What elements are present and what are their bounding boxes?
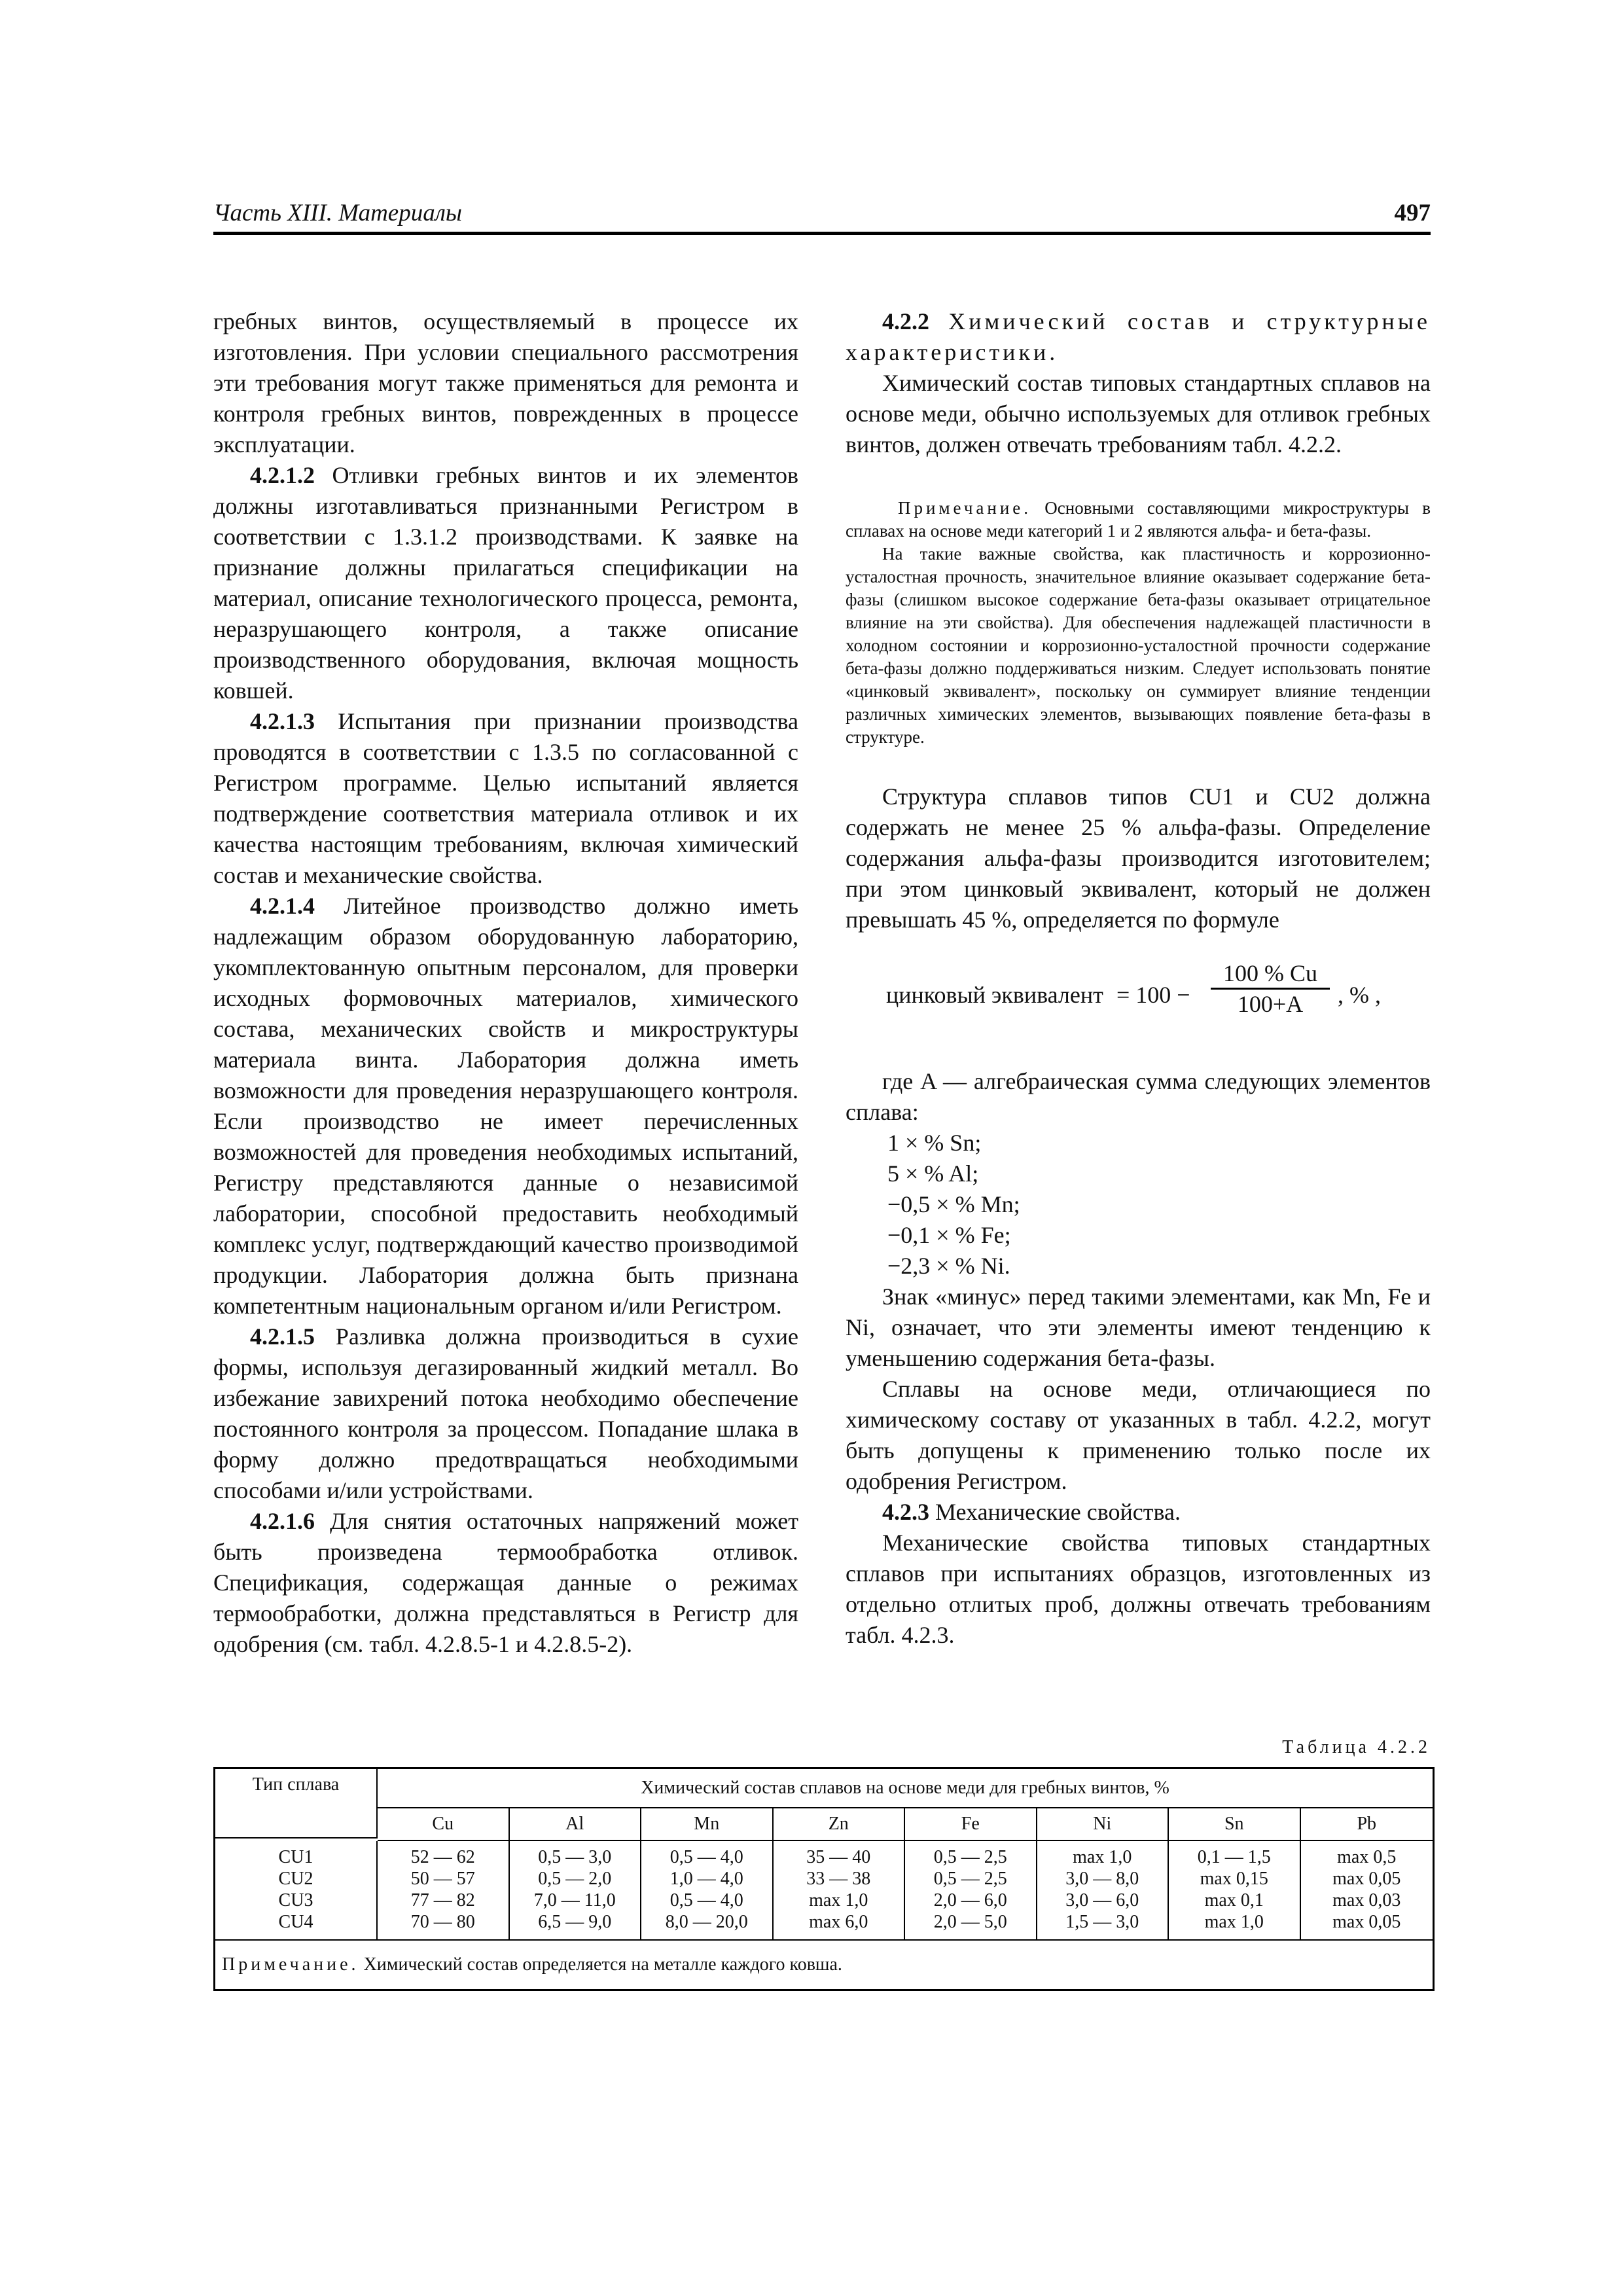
right-column: [846, 306, 1431, 1651]
table-cell: 0,5 — 4,0: [669, 1890, 743, 1910]
table-cell: 33 — 38: [806, 1869, 871, 1889]
clause-text: Разливка должна производиться в сухие формы, используя дегазированный жидкий металл. Во избежание завихрений потока необходимо обеспечение постоянного контроля за процессом. Попадание шлака в форму должно предотвращаться необходимыми способами и/или устройствами.: [213, 1323, 798, 1503]
paragraph-4-2-1-4: [213, 891, 798, 1321]
table-cell: max 0,05: [1332, 1869, 1401, 1889]
clause-number: 4.2.1.6: [250, 1508, 315, 1534]
element-item: 1 × % Sn;: [887, 1130, 982, 1156]
mn-column: [641, 1841, 774, 1941]
table-caption: Таблица 4.2.2: [1282, 1737, 1431, 1757]
table-cell: 0,5 — 4,0: [669, 1847, 743, 1867]
column-header: Sn: [1169, 1808, 1301, 1841]
column-header: Al: [510, 1808, 642, 1841]
paragraph-where-a: где A — алгебраическая сумма следующих элементов сплава:: [846, 1068, 1431, 1125]
table-cell: 1,0 — 4,0: [669, 1869, 743, 1889]
note-text: Основными составляющими микроструктуры в сплавах на основе меди категорий 1 и 2 являются альфа- и бета-фазы.: [846, 498, 1431, 541]
table-cell: 2,0 — 5,0: [933, 1912, 1007, 1932]
table-cell: max 0,5: [1337, 1847, 1397, 1867]
paragraph-other-alloys: Сплавы на основе меди, отличающиеся по химическому составу от указанных в табл. 4.2.2, могут быть допущены к применению только после их одобрения Регистром.: [846, 1376, 1431, 1494]
table-cell: max 0,03: [1332, 1890, 1401, 1910]
clause-text: Испытания при признании производства проводятся в соответствии с 1.3.5 по согласованной с Регистром программе. Целью испытаний является подтверждение соответствия материала отливок и их качества настоящим требованиям, включая химический состав и механические свойства.: [213, 708, 798, 888]
heading-text: Механические свойства.: [929, 1499, 1181, 1525]
table-cell: CU4: [278, 1912, 313, 1932]
formula-equals: = 100 −: [1116, 982, 1190, 1008]
note-label: Примечание.: [222, 1954, 359, 1975]
column-header: Fe: [905, 1808, 1037, 1841]
formula-denominator: 100+A: [1237, 991, 1304, 1017]
clause-text: Для снятия остаточных напряжений может быть произведена термообработка отливок. Спецификация, содержащая данные о режимах термообработки, должна представляться в Регистр для одобрения (см. табл. 4.2.8.5-1 и 4.2.8.5-2).: [213, 1508, 798, 1657]
header-divider: [213, 232, 1431, 235]
table-cell: 2,0 — 6,0: [933, 1890, 1007, 1910]
running-header-title: Часть XIII. Материалы: [213, 200, 462, 226]
note-paragraph: [846, 497, 1431, 543]
table-cell: 3,0 — 8,0: [1065, 1869, 1139, 1889]
cu-column: [378, 1841, 510, 1941]
paragraph-4-2-1-6: [213, 1506, 798, 1660]
table-cell: 52 — 62: [410, 1847, 475, 1867]
table-cell: CU1: [278, 1847, 313, 1867]
table-cell: 8,0 — 20,0: [665, 1912, 748, 1932]
table-cell: CU2: [278, 1869, 313, 1889]
column-header: Pb: [1301, 1808, 1433, 1841]
table-cell: max 6,0: [809, 1912, 868, 1932]
table-note: [215, 1941, 1433, 1989]
al-column: [510, 1841, 642, 1941]
table-grid: [215, 1769, 1433, 1941]
microstructure-note: [846, 497, 1431, 749]
alloy-composition-table: [213, 1767, 1435, 1991]
formula-label: цинковый эквивалент: [886, 982, 1103, 1008]
table-cell: 50 — 57: [410, 1869, 475, 1889]
table-cell: 0,5 — 2,5: [933, 1869, 1007, 1889]
sn-column: [1169, 1841, 1301, 1941]
page-number: 497: [1394, 200, 1431, 226]
formula-unit: , % ,: [1338, 982, 1381, 1008]
clause-number: 4.2.1.2: [250, 462, 315, 488]
clause-number: 4.2.1.4: [250, 893, 315, 919]
table-cell: max 1,0: [1073, 1847, 1132, 1867]
formula-fraction: [1211, 960, 1330, 1017]
section-heading-4-2-3: [846, 1497, 1431, 1528]
table-cell: 7,0 — 11,0: [533, 1890, 616, 1910]
paragraph-continuation: гребных винтов, осуществляемый в процессе их изготовления. При условии специального рассмотрения эти требования могут также применяться для ремонта и контроля гребных винтов, поврежденных в процессе эксплуатации.: [213, 308, 798, 457]
clause-text: Отливки гребных винтов и их элементов должны изготавливаться признанными Регистром в соответствии с 1.3.1.2 производствами. К заявке на признание должны прилагаться спецификации на материал, описание технологического процесса, ремонта, неразрушающего контроля, а также описание производственного оборудования, включая мощность ковшей.: [213, 462, 798, 704]
fraction-bar: [1211, 988, 1330, 990]
table-cell: 0,1 — 1,5: [1197, 1847, 1271, 1867]
pb-column: [1301, 1841, 1433, 1941]
table-cell: 0,5 — 2,0: [538, 1869, 612, 1889]
column-header: Cu: [378, 1808, 510, 1841]
type-header: Тип сплава: [215, 1769, 378, 1839]
column-header: Mn: [641, 1808, 774, 1841]
section-heading-4-2-2: [846, 306, 1431, 368]
column-header: Zn: [774, 1808, 906, 1841]
table-cell: 1,5 — 3,0: [1065, 1912, 1139, 1932]
paragraph-4-2-1-3: [213, 706, 798, 891]
table-cell: max 1,0: [1204, 1912, 1264, 1932]
table-cell: 70 — 80: [410, 1912, 475, 1932]
table-cell: 3,0 — 6,0: [1065, 1890, 1139, 1910]
paragraph-4-2-1-5: [213, 1321, 798, 1506]
formula-numerator: 100 % Cu: [1223, 960, 1317, 986]
table-cell: max 0,05: [1332, 1912, 1401, 1932]
clause-number: 4.2.1.5: [250, 1323, 315, 1350]
zn-column: [774, 1841, 906, 1941]
table-cell: 35 — 40: [806, 1847, 871, 1867]
table-cell: max 0,15: [1200, 1869, 1268, 1889]
paragraph-minus-sign: Знак «минус» перед такими элементами, как Mn, Fe и Ni, означает, что эти элементы имеют тенденцию к уменьшению содержания бета-фазы.: [846, 1283, 1431, 1371]
note-text: Химический состав определяется на металле каждого ковша.: [359, 1954, 842, 1975]
table-cell: max 0,1: [1204, 1890, 1264, 1910]
table-cell: max 1,0: [809, 1890, 868, 1910]
paragraph-4-2-1-2: [213, 460, 798, 706]
element-list: [846, 1128, 1431, 1282]
table-cell: CU3: [278, 1890, 313, 1910]
ni-column: [1037, 1841, 1169, 1941]
table-cell: 6,5 — 9,0: [538, 1912, 612, 1932]
note-label: Примечание.: [898, 498, 1032, 518]
clause-number: 4.2.1.3: [250, 708, 315, 734]
paragraph-mechanical: Механические свойства типовых стандартных сплавов при испытаниях образцов, изготовленных из отдельно отлитых проб, должны отвечать требованиям табл. 4.2.3.: [846, 1530, 1431, 1648]
clause-number: 4.2.2: [882, 308, 929, 334]
element-item: −2,3 × % Ni.: [887, 1253, 1010, 1279]
paragraph-composition: Химический состав типовых стандартных сплавов на основе меди, обычно используемых для отливок гребных винтов, должен отвечать требованиям табл. 4.2.2.: [846, 370, 1431, 457]
clause-text: Литейное производство должно иметь надлежащим образом оборудованную лабораторию, укомплектованную опытным персоналом, для проверки исходных формовочных материалов, химического состава, механических свойств и микроструктуры материала винта. Лаборатория должна иметь возможности для проведения неразрушающего контроля. Если производство не имеет перечисленных возможностей для проведения необходимых испытаний, Регистру представляются данные о независимой лаборатории, способной предоставить необходимый комплекс услуг, подтверждающий качество производимой продукции. Лаборатория должна быть признана компетентным национальным органом и/или Регистром.: [213, 893, 798, 1319]
note-paragraph: На такие важные свойства, как пластичность и коррозионно-усталостная прочность, значительное влияние оказывает содержание бета-фазы (слишком высокое содержание бета-фазы оказывает отрицательное влияние на эти свойства). Для обеспечения надлежащей пластичности в холодном состоянии и коррозионно-усталостной прочности содержание бета-фазы должно поддерживаться низким. Следует использовать понятие «цинковый эквивалент», поскольку он суммирует влияние тенденции различных химических элементов, вызывающих появление бета-фазы в структуре.: [846, 544, 1431, 747]
table-cell: 77 — 82: [410, 1890, 475, 1910]
clause-number: 4.2.3: [882, 1499, 929, 1525]
fe-column: [905, 1841, 1037, 1941]
composition-header: Химический состав сплавов на основе меди для гребных винтов, %: [378, 1769, 1433, 1808]
column-header: Ni: [1037, 1808, 1169, 1841]
element-item: −0,5 × % Mn;: [887, 1191, 1020, 1217]
left-column: [213, 306, 798, 1660]
type-column: [215, 1841, 378, 1941]
paragraph-alpha-phase: Структура сплавов типов CU1 и CU2 должна содержать не менее 25 % альфа-фазы. Определение содержания альфа-фазы производится изготовителем; при этом цинковый эквивалент, который не должен превышать 45 %, определяется по формуле: [846, 783, 1431, 933]
heading-text: Химический состав и структурные характеристики.: [846, 308, 1431, 365]
element-item: 5 × % Al;: [887, 1160, 979, 1187]
element-item: −0,1 × % Fe;: [887, 1222, 1011, 1248]
table-cell: 0,5 — 3,0: [538, 1847, 612, 1867]
table-cell: 0,5 — 2,5: [933, 1847, 1007, 1867]
zinc-equivalent-formula: [846, 948, 1431, 1047]
